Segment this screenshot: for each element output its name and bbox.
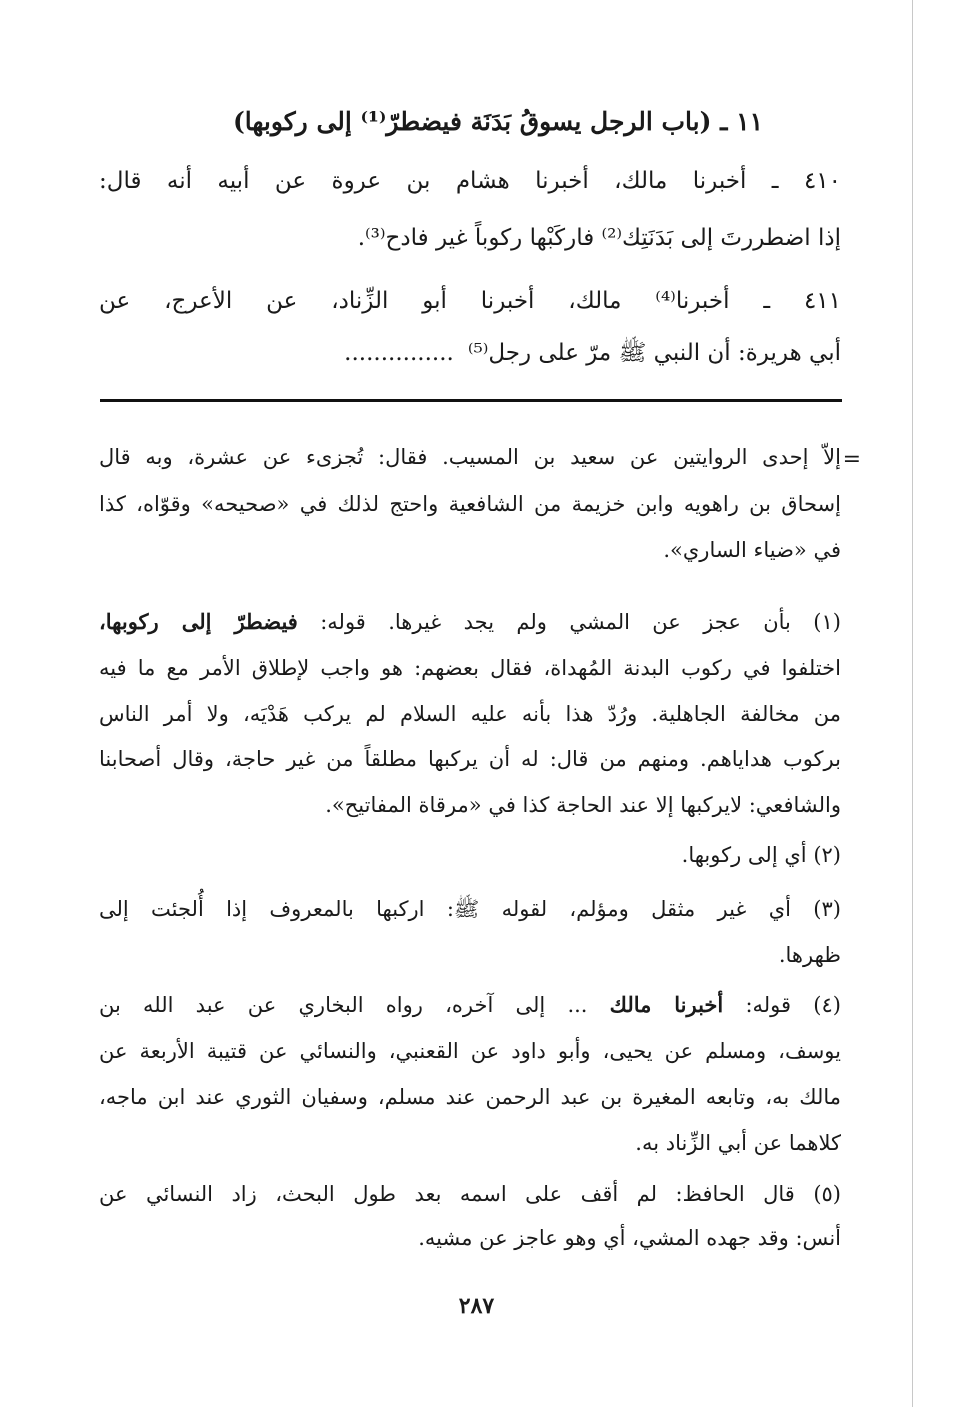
hadith-411-text: أبي هريرة: أن النبي ﷺ مرّ على رجل⁽⁵⁾ <box>467 340 841 366</box>
footnote-4-marker: (٤) <box>813 993 841 1017</box>
footnote-1-line-5: والشافعي: لايركبها إلا عند الحاجة كذا في «مرقاة المفاتيح». <box>325 793 841 817</box>
hadith-411-line-1: ٤١١ ـ أخبرنا⁽⁴⁾ مالك، أخبرنا أبو الزِّناد، عن الأعرج، عن <box>99 288 841 314</box>
page-number: ٢٨٧ <box>458 1293 495 1319</box>
footnote-1-lead: بأن عجز عن المشي ولم يجد غيرها. قوله: <box>320 610 791 634</box>
continuation-dots: ............... <box>344 340 454 366</box>
footnote-5-line-1 <box>99 1180 841 1208</box>
chapter-title: ١١ ـ (باب الرجل يسوقُ بَدَنَة فيضطرّ⁽¹⁾ إلى ركوبها) <box>232 107 763 136</box>
footnote-3-line-2: ظهرها. <box>778 943 841 967</box>
footnote-4-line-4: كلاهما عن أبي الزِّناد به. <box>635 1131 841 1155</box>
footnote-4-line-2: يوسف، ومسلم عن يحيى، وأبو داود عن القعنبي، والنسائي عن قتيبة الأربعة عن <box>99 1039 841 1063</box>
hadith-410-line-2: إذا اضطررتَ إلى بَدَنَتِك⁽²⁾ فاركَبْها ركوباً غير فادح⁽³⁾. <box>357 225 841 251</box>
footnote-cont-line-2: إسحاق بن راهويه وابن خزيمة من الشافعية واحتج لذلك في «صحيحه» وقوّاه، كذا <box>99 492 841 516</box>
footnote-4-tail: ... إلى آخره، رواه البخاري عن عبد الله بن <box>99 993 588 1017</box>
footnote-4-line-3: مالك به، وتابعه المغيرة بن عبد الرحمن عند مسلم، وسفيان الثوري عند ابن ماجه، <box>99 1085 841 1109</box>
footnote-1-line-2: اختلفوا في ركوب البدنة المُهداة، فقال بعضهم: هو واجب لإطلاق الأمر مع ما فيه <box>99 656 841 680</box>
footnote-separator <box>100 399 842 402</box>
footnote-3-marker: (٣) <box>813 897 841 921</box>
footnote-3-line-1 <box>99 895 841 923</box>
footnote-cont-line-3: في «ضياء الساري». <box>663 538 841 562</box>
footnote-cont-line-1: إلاّ إحدى الروايتين عن سعيد بن المسيب. فقال: تُجزىء عن عشرة، وبه قال <box>99 445 841 469</box>
footnote-5-text: قال الحافظ: لم أقف على اسمه بعد طول البحث، زاد النسائي عن <box>99 1182 795 1206</box>
footnote-2 <box>99 841 841 869</box>
footnote-1-line-3: من مخالفة الجاهلية. ورُدّ هذا بأنه عليه السلام لم يركب هَدْيَه، ولا أمر الناس <box>99 702 841 726</box>
footnote-4-bold: أخبرنا مالك <box>609 992 724 1017</box>
footnote-3-text: أي غير مثقل ومؤلم، لقوله ﷺ: اركبها بالمعروف إذا أُلجئت إلى <box>99 897 791 921</box>
footnote-2-text: أي إلى ركوبها. <box>681 843 807 867</box>
footnote-1-line-1 <box>99 608 841 636</box>
footnote-2-marker: (٢) <box>813 843 841 867</box>
hadith-410-line-1: ٤١٠ ـ أخبرنا مالك، أخبرنا هشام بن عروة عن أبيه أنه قال: <box>99 168 841 194</box>
footnote-4-line-1 <box>99 991 841 1019</box>
footnote-5-line-2: أنس: وقد جهده المشي، أي وهو عاجز عن مشيه. <box>418 1226 841 1250</box>
continuation-mark: = <box>842 447 861 472</box>
footnote-1-bold: فيضطرّ إلى ركوبها، <box>99 609 298 634</box>
footnote-4-lead: قوله: <box>745 993 792 1017</box>
footnote-1-line-4: بركوب هداياهم. ومنهم من قال: له أن يركبها مطلقاً من غير حاجة، وقال أصحابنا <box>99 747 841 771</box>
footnote-1-marker: (١) <box>813 610 841 634</box>
footnote-5-marker: (٥) <box>813 1182 841 1206</box>
hadith-411-line-2 <box>99 338 841 368</box>
